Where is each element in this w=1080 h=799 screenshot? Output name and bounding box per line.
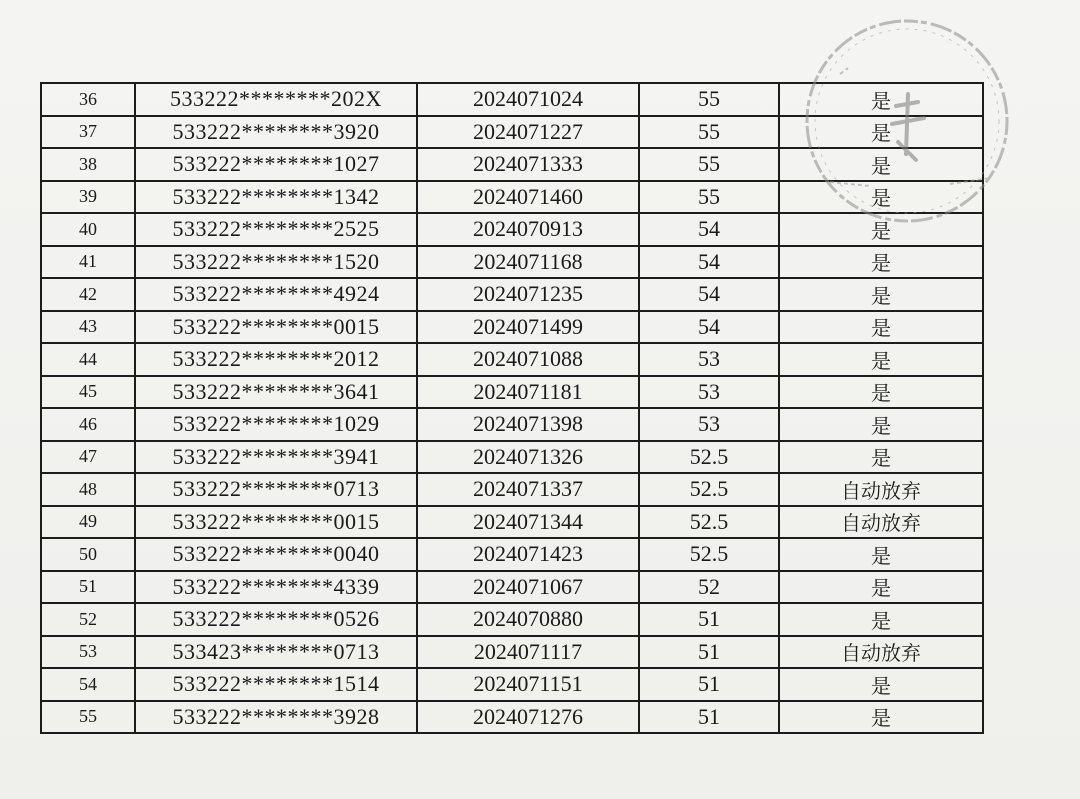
score: 55 [639,83,779,116]
id-number: 533423********0713 [135,636,417,669]
row-number: 36 [41,83,135,116]
admission-ticket-number: 2024071117 [417,636,639,669]
row-number: 39 [41,181,135,214]
status: 是 [779,148,983,181]
score: 53 [639,376,779,409]
status: 自动放弃 [779,636,983,669]
table-row [41,636,983,669]
row-number: 45 [41,376,135,409]
id-number: 533222********0015 [135,506,417,539]
admission-ticket-number: 2024071151 [417,668,639,701]
admission-ticket-number: 2024071088 [417,343,639,376]
status: 是 [779,311,983,344]
id-number: 533222********1029 [135,408,417,441]
status: 是 [779,116,983,149]
status: 是 [779,538,983,571]
table-row [41,83,983,116]
id-number: 533222********0040 [135,538,417,571]
status: 是 [779,408,983,441]
table-row [41,116,983,149]
score: 55 [639,148,779,181]
row-number: 47 [41,441,135,474]
id-number: 533222********202X [135,83,417,116]
table-row [41,376,983,409]
row-number: 48 [41,473,135,506]
row-number: 37 [41,116,135,149]
id-number: 533222********0713 [135,473,417,506]
table-row [41,603,983,636]
status: 是 [779,603,983,636]
row-number: 43 [41,311,135,344]
id-number: 533222********1514 [135,668,417,701]
score: 52 [639,571,779,604]
table-row [41,571,983,604]
admission-ticket-number: 2024071333 [417,148,639,181]
admission-ticket-number: 2024071337 [417,473,639,506]
admission-ticket-number: 2024071227 [417,116,639,149]
row-number: 52 [41,603,135,636]
score: 52.5 [639,473,779,506]
table-row [41,538,983,571]
id-number: 533222********4924 [135,278,417,311]
id-number: 533222********3641 [135,376,417,409]
row-number: 51 [41,571,135,604]
id-number: 533222********3941 [135,441,417,474]
id-number: 533222********3920 [135,116,417,149]
score: 52.5 [639,538,779,571]
admission-ticket-number: 2024071398 [417,408,639,441]
status: 是 [779,668,983,701]
status: 是 [779,441,983,474]
admission-ticket-number: 2024071499 [417,311,639,344]
table-row [41,181,983,214]
admission-ticket-number: 2024071181 [417,376,639,409]
status: 自动放弃 [779,506,983,539]
score: 55 [639,116,779,149]
admission-ticket-number: 2024070880 [417,603,639,636]
table-row [41,311,983,344]
row-number: 55 [41,701,135,734]
status: 自动放弃 [779,473,983,506]
row-number: 42 [41,278,135,311]
status: 是 [779,246,983,279]
admission-ticket-number: 2024071235 [417,278,639,311]
id-number: 533222********1520 [135,246,417,279]
admission-ticket-number: 2024071067 [417,571,639,604]
admission-ticket-number: 2024071344 [417,506,639,539]
score: 54 [639,246,779,279]
status: 是 [779,701,983,734]
row-number: 53 [41,636,135,669]
status: 是 [779,343,983,376]
score: 54 [639,311,779,344]
id-number: 533222********4339 [135,571,417,604]
score: 51 [639,668,779,701]
table-row [41,668,983,701]
score: 54 [639,278,779,311]
status: 是 [779,181,983,214]
table-row [41,148,983,181]
score: 52.5 [639,441,779,474]
admission-ticket-number: 2024071024 [417,83,639,116]
table-row [41,246,983,279]
admission-ticket-number: 2024071168 [417,246,639,279]
score: 52.5 [639,506,779,539]
table-row [41,701,983,734]
table-row [41,408,983,441]
table-body [41,83,983,733]
id-number: 533222********2012 [135,343,417,376]
admission-ticket-number: 2024071460 [417,181,639,214]
score: 53 [639,408,779,441]
status: 是 [779,83,983,116]
row-number: 41 [41,246,135,279]
admission-ticket-number: 2024071276 [417,701,639,734]
table-row [41,441,983,474]
status: 是 [779,571,983,604]
id-number: 533222********1342 [135,181,417,214]
table-row [41,343,983,376]
results-table [40,82,984,734]
row-number: 54 [41,668,135,701]
row-number: 50 [41,538,135,571]
score: 51 [639,701,779,734]
admission-ticket-number: 2024071423 [417,538,639,571]
score: 51 [639,603,779,636]
admission-ticket-number: 2024070913 [417,213,639,246]
score: 51 [639,636,779,669]
score: 54 [639,213,779,246]
row-number: 40 [41,213,135,246]
table-row [41,473,983,506]
row-number: 46 [41,408,135,441]
row-number: 38 [41,148,135,181]
table-row [41,213,983,246]
status: 是 [779,278,983,311]
status: 是 [779,213,983,246]
id-number: 533222********1027 [135,148,417,181]
score: 53 [639,343,779,376]
row-number: 44 [41,343,135,376]
row-number: 49 [41,506,135,539]
table-row [41,506,983,539]
admission-ticket-number: 2024071326 [417,441,639,474]
id-number: 533222********2525 [135,213,417,246]
id-number: 533222********0526 [135,603,417,636]
id-number: 533222********3928 [135,701,417,734]
table-row [41,278,983,311]
status: 是 [779,376,983,409]
score: 55 [639,181,779,214]
id-number: 533222********0015 [135,311,417,344]
